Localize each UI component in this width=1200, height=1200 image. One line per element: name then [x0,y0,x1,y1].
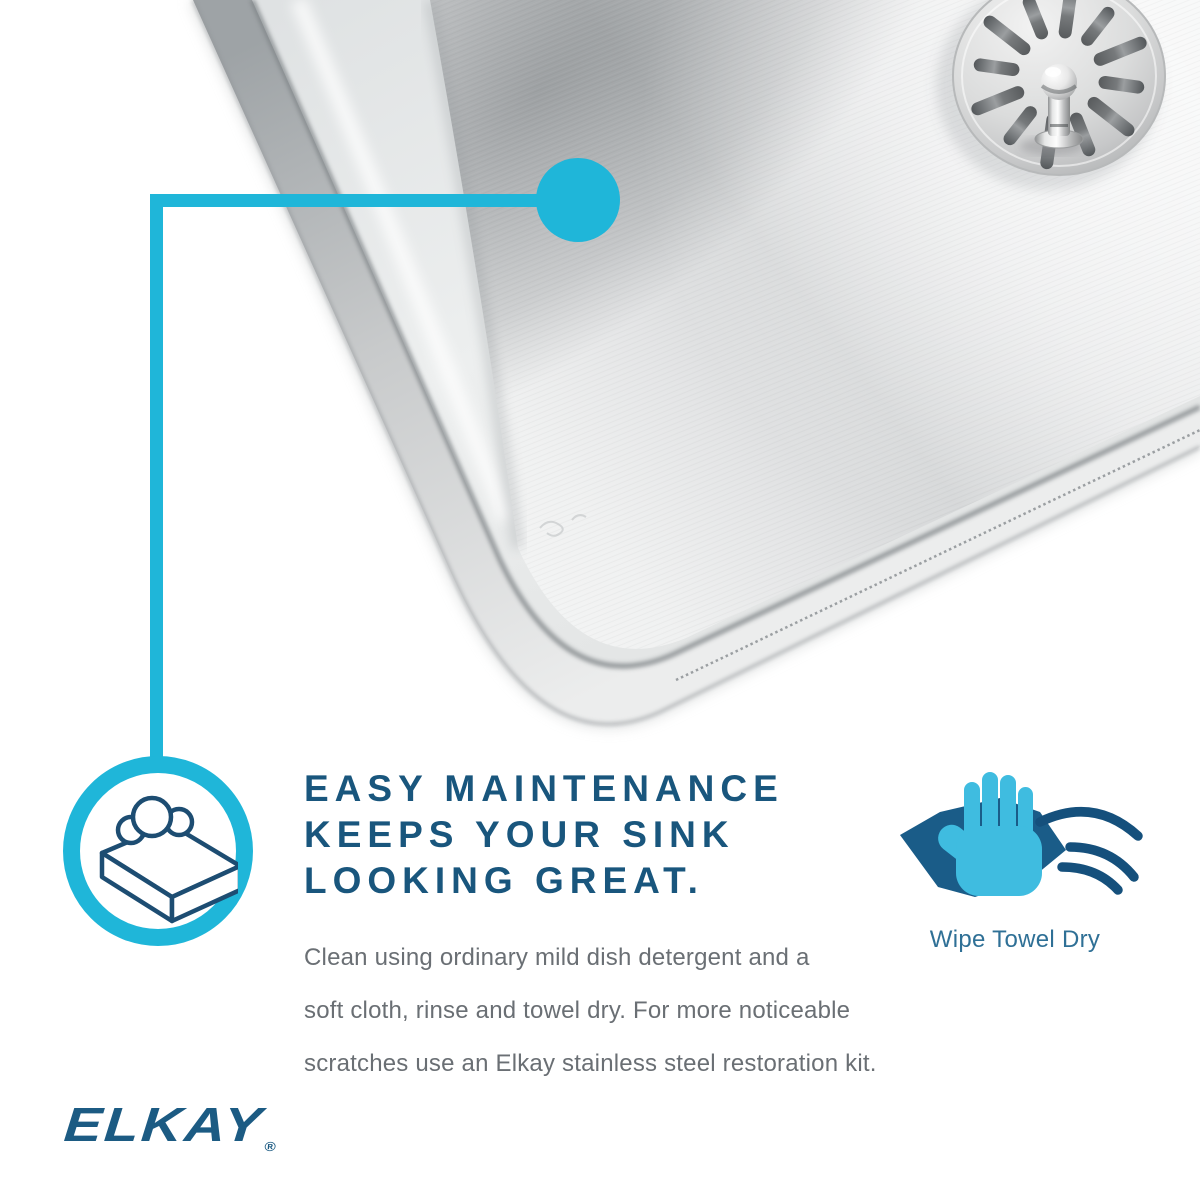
wipe-towel-label: Wipe Towel Dry [929,926,1101,953]
soap-bar-icon [78,771,238,931]
callout-line-horizontal [150,194,578,207]
callout-dot [536,158,620,242]
callout-line-vertical [150,194,163,758]
body-copy [304,931,877,1090]
body-line-1: Clean using ordinary mild dish detergent and a [304,944,810,971]
headline [304,766,784,904]
headline-line-1: EASY MAINTENANCE [304,768,784,809]
headline-line-3: LOOKING GREAT. [304,860,704,901]
soap-badge [63,756,253,946]
headline-line-2: KEEPS YOUR SINK [304,814,735,855]
registered-mark: ® [263,1139,279,1154]
body-line-2: soft cloth, rinse and towel dry. For more noticeable [304,997,851,1024]
elkay-logo-text: ELKAY [62,1099,267,1152]
elkay-logo [62,1098,280,1153]
body-line-3: scratches use an Elkay stainless steel restoration kit. [304,1050,877,1077]
